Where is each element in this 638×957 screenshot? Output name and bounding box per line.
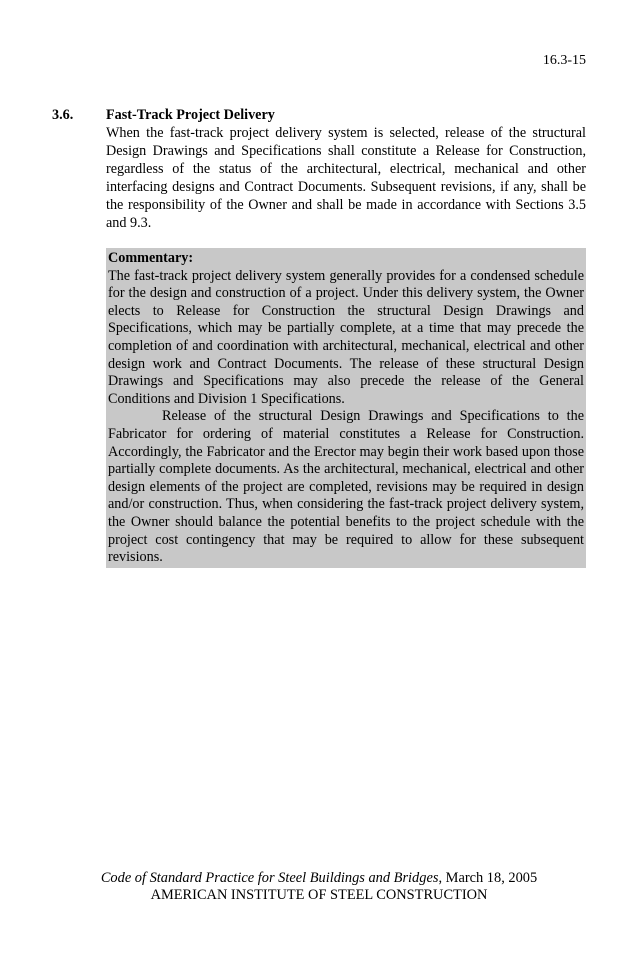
footer-document-date: , March 18, 2005 (438, 870, 538, 886)
section-title: Fast-Track Project Delivery (106, 107, 275, 123)
section-number: 3.6. (52, 107, 74, 123)
commentary-box (106, 248, 586, 568)
footer-title-line (0, 870, 638, 887)
commentary-paragraph-1: The fast-track project delivery system generally provides for a condensed schedule for the design and construction of a project. Under this delivery system, the Owner elects to Release for Construction the structural Design Drawings and Specifications, which may be partially complete, at a time that may precede the completion of and coordination with architectural, mechanical, electrical and other design work and Contract Documents. The release of these structural Design Drawings and Specifications may also precede the release of the General Conditions and Division 1 Specifications. (108, 267, 584, 407)
section-text: When the fast-track project delivery system is selected, release of the structural Design Drawings and Specifications shall constitute a Release for Construction, regardless of the status of the architectural, electrical, mechanical and other interfacing designs and Contract Documents. Subsequent revisions, if any, shall be the responsibility of the Owner and shall be made in accordance with Sections 3.5 and 9.3. (106, 125, 586, 231)
section-body (106, 106, 586, 568)
page-footer (0, 870, 638, 904)
commentary-heading: Commentary: (108, 250, 194, 266)
section-3-6 (52, 106, 586, 568)
footer-document-title: Code of Standard Practice for Steel Buildings and Bridges (100, 870, 439, 886)
footer-organization: AMERICAN INSTITUTE OF STEEL CONSTRUCTION (150, 887, 488, 903)
commentary-paragraph-2: Release of the structural Design Drawings and Specifications to the Fabricator for ordering of material constitutes a Release for Construction. Accordingly, the Fabricator and the Erector may begin their work based upon those partially complete documents. As the architectural, mechanical, electrical and other design elements of the project are completed, revisions may be required in design and/or construction. Thus, when considering the fast-track project delivery system, the Owner should balance the potential benefits to the project schedule with the project cost contingency that may be required to allow for these subsequent revisions. (108, 408, 584, 566)
page-number: 16.3-15 (542, 53, 586, 68)
